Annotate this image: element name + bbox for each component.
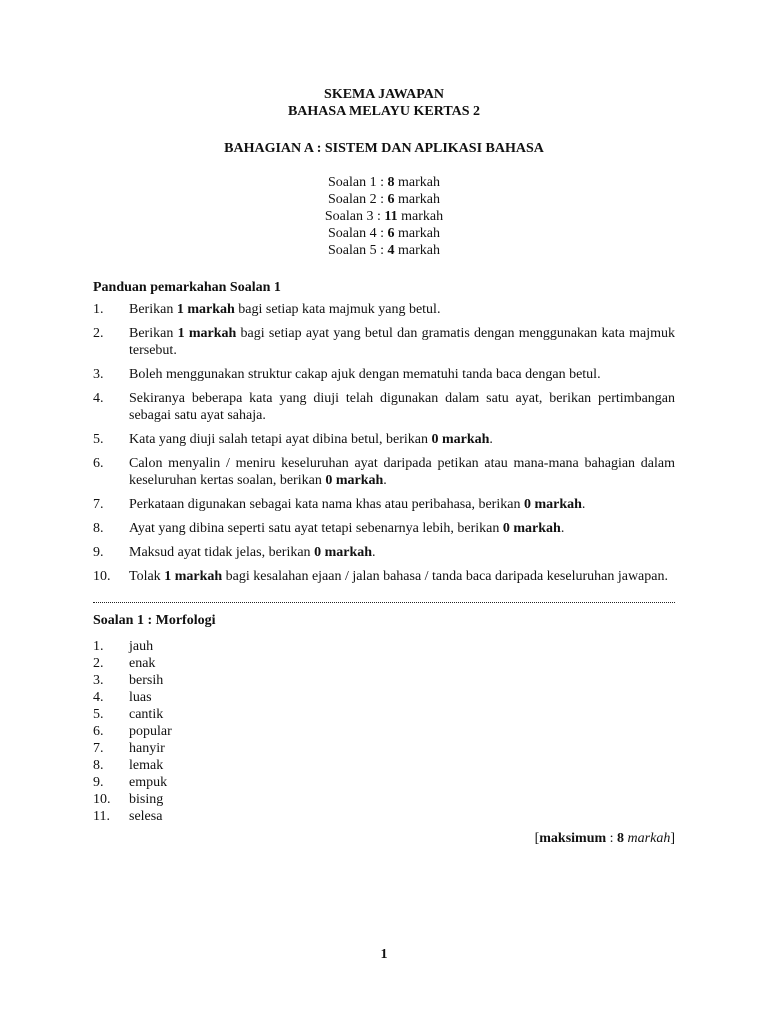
document-page <box>93 86 675 847</box>
answer-item: 5. cantik <box>93 707 164 722</box>
answer-item: 1. jauh <box>93 639 154 654</box>
answer-item: 9. empuk <box>93 775 168 790</box>
soalan-mark-line: Soalan 1 : 8 markah <box>328 175 440 190</box>
answer-item: 8. lemak <box>93 758 164 773</box>
guide-item: 7. Perkataan digunakan sebagai kata nama khas atau peribahasa, berikan 0 markah. <box>93 497 586 512</box>
guide-heading: Panduan pemarkahan Soalan 1 <box>93 280 281 295</box>
guide-item: 2. Berikan 1 markah bagi setiap ayat yang betul dan gramatis dengan menggunakan kata majmuk tersebut. <box>93 326 675 358</box>
answer-item: 6. popular <box>93 724 172 739</box>
answer-item: 2. enak <box>93 656 156 671</box>
doc-title: SKEMA JAWAPAN <box>324 87 444 102</box>
section-title: BAHAGIAN A : SISTEM DAN APLIKASI BAHASA <box>224 141 544 156</box>
answer-item: 7. hanyir <box>93 741 165 756</box>
max-marks: [maksimum : 8 markah] <box>534 831 675 846</box>
guide-list <box>93 301 675 585</box>
guide-item: 10. Tolak 1 markah bagi kesalahan ejaan / jalan bahasa / tanda baca daripada keseluruhan jawapan. <box>93 569 668 584</box>
soalan-mark-line: Soalan 4 : 6 markah <box>328 226 440 241</box>
guide-item: 9. Maksud ayat tidak jelas, berikan 0 markah. <box>93 545 376 560</box>
morfologi-heading: Soalan 1 : Morfologi <box>93 613 216 628</box>
dotted-divider <box>93 592 675 603</box>
page-number: 1 <box>380 947 388 962</box>
answer-item: 11. selesa <box>93 809 163 824</box>
guide-item: 6. Calon menyalin / meniru keseluruhan ayat daripada petikan atau mana-mana bahagian dalam keseluruhan kertas soalan, berikan 0 markah. <box>93 456 675 488</box>
answer-list <box>93 638 675 825</box>
soalan-marks-list <box>93 174 675 259</box>
doc-subtitle: BAHASA MELAYU KERTAS 2 <box>287 104 481 119</box>
answer-item: 10. bising <box>93 792 164 807</box>
answer-item: 3. bersih <box>93 673 164 688</box>
soalan-mark-line: Soalan 3 : 11 markah <box>324 209 444 224</box>
guide-item: 3. Boleh menggunakan struktur cakap ajuk dengan mematuhi tanda baca dengan betul. <box>93 367 601 382</box>
guide-item: 1. Berikan 1 markah bagi setiap kata majmuk yang betul. <box>93 302 441 317</box>
soalan-mark-line: Soalan 2 : 6 markah <box>328 192 440 207</box>
guide-item: 8. Ayat yang dibina seperti satu ayat tetapi sebenarnya lebih, berikan 0 markah. <box>93 521 565 536</box>
answer-item: 4. luas <box>93 690 152 705</box>
soalan-mark-line: Soalan 5 : 4 markah <box>328 243 440 258</box>
guide-item: 4. Sekiranya beberapa kata yang diuji telah digunakan dalam satu ayat, berikan pertimbangan sebagai satu ayat sahaja. <box>93 391 675 423</box>
guide-item: 5. Kata yang diuji salah tetapi ayat dibina betul, berikan 0 markah. <box>93 432 493 447</box>
